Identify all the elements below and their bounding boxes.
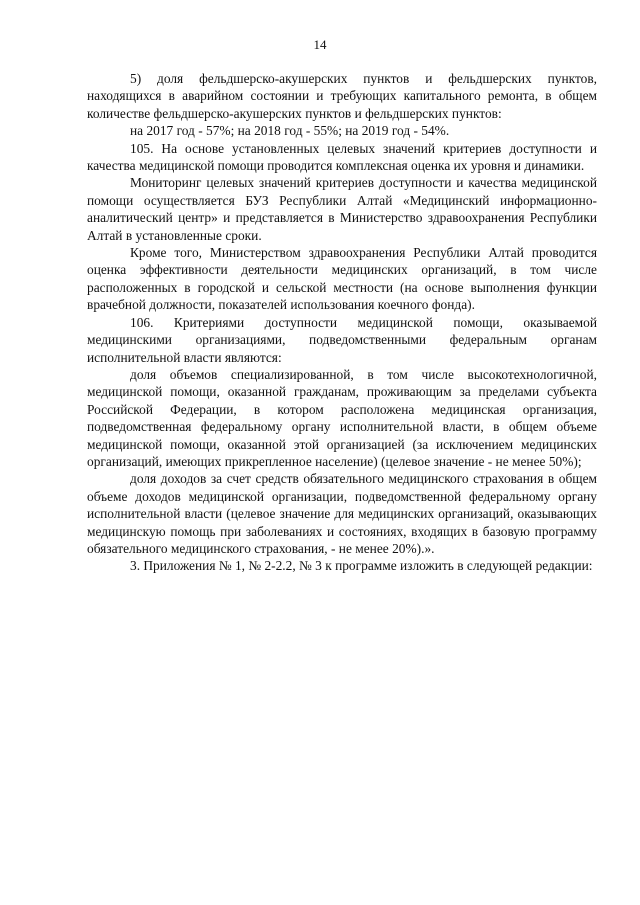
paragraph-targets-by-year: на 2017 год - 57%; на 2018 год - 55%; на 2019 год - 54%. (130, 123, 450, 139)
paragraph-oms-income-share: доля доходов за счет средств обязательного медицинского страхования в общем объеме доходов медицинской организации, подведомственной федеральному органу исполнительной власти (целевое значение для медицинских организаций, оказывающих медицинскую помощь при заболеваниях и состояниях, входящих в базовую программу обязательного медицинского страхования, - не менее 20%).». (87, 471, 597, 556)
paragraph-specialized-care-share: доля объемов специализированной, в том числе высокотехнологичной, медицинской помощи, оказанной гражданам, проживающим за пределами субъекта Российской Федерации, в котором расположена медицинская организация, подведомственная федеральному органу исполнительной власти, в общем объеме медицинской помощи, оказанной этой организацией (за исключением медицинских организаций, имеющих прикрепленное население) (целевое значение - не менее 50%); (87, 366, 597, 469)
paragraph-efficiency-assessment: Кроме того, Министерством здравоохранения Республики Алтай проводится оценка эффективности деятельности медицинских организаций, в том числе расположенных в городской и сельской местности (на основе выполнения функции врачебной должности, показателей использования коечного фонда). (87, 245, 597, 313)
paragraph-item-5: 5) доля фельдшерско-акушерских пунктов и фельдшерских пунктов, находящихся в аварийном состоянии и требующих капитального ремонта, в общем количестве фельдшерско-акушерских пунктов и фельдшерских пунктов: (87, 71, 597, 121)
document-body (87, 70, 597, 575)
paragraph-appendices: 3. Приложения № 1, № 2-2.2, № 3 к программе изложить в следующей редакции: (130, 558, 593, 574)
paragraph-105: 105. На основе установленных целевых значений критериев доступности и качества медицинской помощи проводится комплексная оценка их уровня и динамики. (87, 140, 597, 174)
paragraph-monitoring: Мониторинг целевых значений критериев доступности и качества медицинской помощи осуществляется БУЗ Республики Алтай «Медицинский информационно-аналитический центр» и представляется в Министерство здравоохранения Республики Алтай в установленные сроки. (87, 175, 597, 243)
paragraph-106: 106. Критериями доступности медицинской помощи, оказываемой медицинскими организациями, подведомственными федеральным органам исполнительной власти являются: (87, 314, 597, 365)
page-number: 14 (313, 37, 327, 52)
